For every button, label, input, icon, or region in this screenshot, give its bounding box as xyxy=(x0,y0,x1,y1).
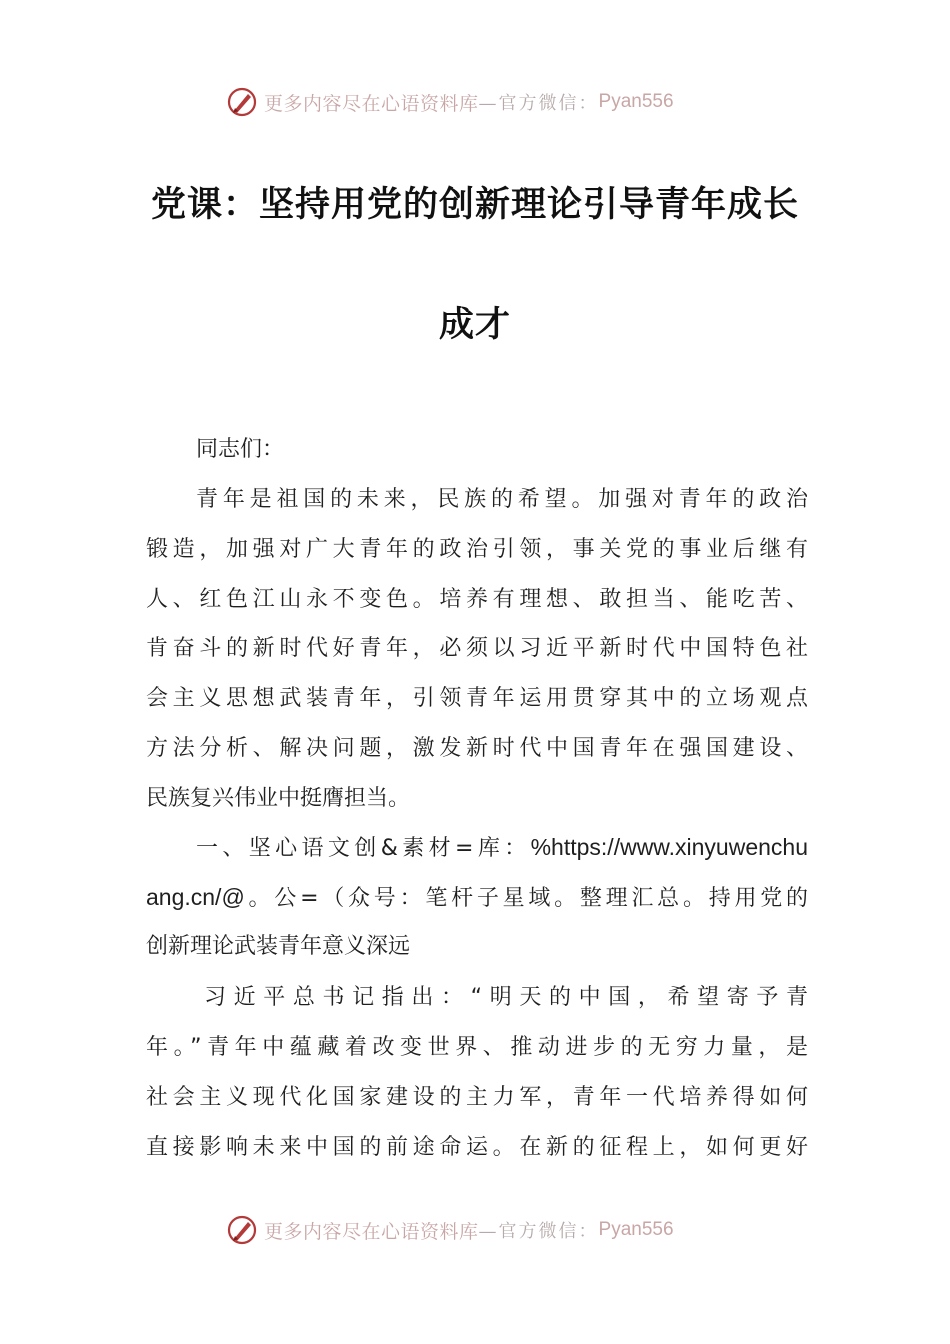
paragraph-line: 肯奋斗的新时代好青年，必须以习近平新时代中国特色社 xyxy=(146,636,808,661)
section-heading-line xyxy=(146,882,808,914)
paragraph-line: 民族复兴伟业中挺膺担当。 xyxy=(146,786,411,811)
header-banner xyxy=(226,85,674,119)
banner-sub: —官方微信： xyxy=(478,1221,599,1242)
paragraph-line: 直接影响未来中国的前途命运。在新的征程上，如何更好 xyxy=(146,1135,808,1160)
paragraph-line: 习近平总书记指出：“明天的中国，希望寄予青 xyxy=(204,985,808,1010)
footer-banner xyxy=(226,1213,674,1247)
banner-sub: —官方微信： xyxy=(478,93,599,114)
page-title-line1: 党课：坚持用党的创新理论引导青年成长 xyxy=(150,185,799,225)
paragraph-line: 人、红色江山永不变色。培养有理想、敢担当、能吃苦、 xyxy=(146,587,808,612)
section-heading-line: 创新理论武装青年意义深远 xyxy=(146,934,411,959)
banner-text: 更多内容尽在心语资料库 xyxy=(264,92,479,115)
paragraph-line: 方法分析、解决问题，激发新时代中国青年在强国建设、 xyxy=(146,736,808,761)
source-url-part2: ang.cn/@ xyxy=(146,884,245,910)
section-heading-text: 一、坚心语文创&素材=库： xyxy=(196,836,531,861)
banner-wechat-id: Pyan556 xyxy=(598,1219,674,1240)
paragraph-line: 会主义思想武装青年，引领青年运用贯穿其中的立场观点 xyxy=(146,686,808,711)
pen-nib-circle-icon xyxy=(226,86,258,118)
paragraph-line: 年。”青年中蕴藏着改变世界、推动进步的无穷力量，是 xyxy=(146,1035,808,1060)
salutation: 同志们： xyxy=(196,437,285,462)
section-heading-line xyxy=(196,832,808,864)
paragraph-line: 青年是祖国的未来，民族的希望。加强对青年的政治 xyxy=(196,487,808,512)
paragraph-line: 锻造，加强对广大青年的政治引领，事关党的事业后继有 xyxy=(146,537,808,562)
pen-nib-circle-icon xyxy=(226,1214,258,1246)
section-heading-text: 。公=（众号：笔杆子星域。整理汇总。持用党的 xyxy=(244,886,808,911)
banner-text: 更多内容尽在心语资料库 xyxy=(264,1220,479,1243)
banner-wechat-id: Pyan556 xyxy=(598,91,674,112)
page-title-line2: 成才 xyxy=(438,305,511,345)
source-url-part1: %https://www.xinyuwenchu xyxy=(530,834,808,860)
paragraph-line: 社会主义现代化国家建设的主力军，青年一代培养得如何 xyxy=(146,1085,808,1110)
